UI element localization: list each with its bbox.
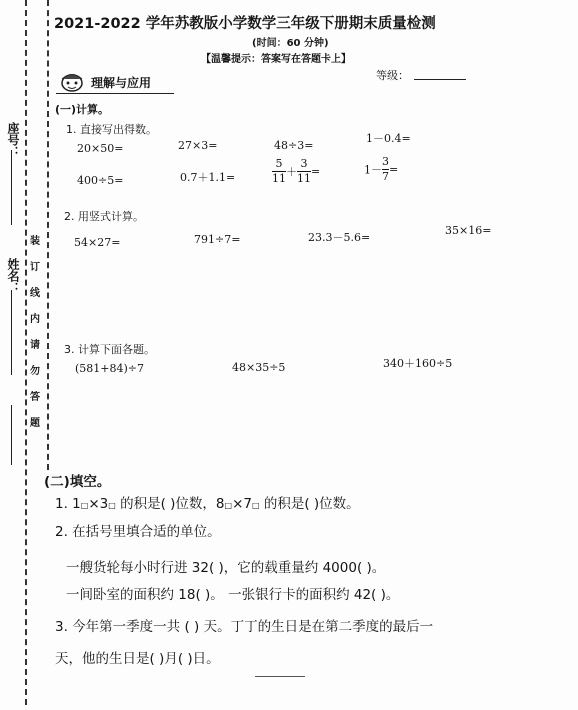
banner-underline [56, 93, 174, 94]
text: ×7 [232, 496, 252, 512]
name-label: 姓名： [6, 258, 20, 294]
q3-label: 3. 计算下面各题。 [64, 343, 155, 356]
fraction [297, 158, 311, 185]
seat-blank [11, 150, 12, 225]
p2-q1 [55, 492, 360, 512]
p2-q2-line2: 一间卧室的面积约 18( )。 一张银行卡的面积约 42( )。 [66, 587, 400, 603]
q2-item: 791÷7= [194, 233, 241, 246]
box-glyph: □ [108, 501, 116, 510]
q1-item: 0.7＋1.1= [180, 171, 236, 184]
exam-time: (时间：60 分钟) [252, 38, 329, 49]
binding-char: 题 [30, 418, 40, 429]
binding-char: 请 [30, 340, 40, 351]
binding-char: 线 [30, 288, 40, 299]
q1-item: 1－0.4= [366, 132, 411, 145]
numerator: 3 [382, 155, 389, 168]
box-glyph: □ [224, 501, 233, 510]
text: ×3 [88, 496, 109, 512]
denominator: 7 [382, 170, 389, 183]
text: 的积是( )位数，8 [120, 496, 225, 512]
p2-q3-line1: 3. 今年第一季度一共 ( ) 天。丁丁的生日是在第二季度的最后一 [55, 619, 434, 635]
prefix: 1－ [364, 163, 382, 177]
section-banner: 理解与应用 [91, 76, 152, 90]
p2-q3-line2: 天，他的生日是( )月( )日。 [55, 651, 220, 667]
fraction [272, 158, 286, 185]
q2-item: 54×27= [74, 236, 121, 249]
binding-char: 勿 [30, 366, 40, 377]
seat-label: 座号： [6, 122, 20, 158]
binding-line-inner [47, 0, 49, 470]
box-glyph: □ [251, 501, 260, 510]
p2-q2-line1: 一艘货轮每小时行进 32( )，它的载重量约 4000( )。 [66, 560, 386, 576]
denominator: 11 [272, 172, 286, 185]
exam-tip: 【温馨提示：答案写在答题卡上】 [201, 54, 351, 65]
binding-char: 答 [30, 392, 40, 403]
binding-char: 内 [30, 314, 40, 325]
q3-item: 340＋160÷5 [383, 357, 453, 370]
q3-item: 48×35÷5 [232, 361, 286, 374]
numerator: 3 [300, 157, 308, 170]
fraction [382, 156, 389, 183]
box-glyph: □ [80, 501, 89, 510]
q1-label: 1. 直接写出得数。 [66, 123, 157, 136]
q3-item: (581+84)÷7 [75, 362, 145, 375]
denominator: 11 [297, 172, 311, 185]
equals-sign: = [311, 165, 321, 178]
binding-char: 订 [30, 262, 40, 273]
bottom-rule [255, 676, 305, 677]
name-blank [11, 290, 12, 375]
q2-label: 2. 用竖式计算。 [64, 210, 144, 223]
numerator: 5 [275, 157, 283, 170]
q1-item: 27×3= [178, 139, 218, 152]
student-mascot-icon [58, 70, 86, 92]
part1-heading: (一)计算。 [55, 103, 110, 116]
q1-item: 20×50= [77, 142, 124, 155]
q2-item: 35×16= [445, 224, 492, 237]
p2-q2-label: 2. 在括号里填合适的单位。 [55, 524, 221, 540]
q1-item: 48÷3= [274, 139, 314, 152]
q2-item: 23.3－5.6= [308, 231, 371, 244]
plus-sign: ＋ [286, 165, 297, 179]
extra-blank [11, 405, 12, 465]
text: 的积是( )位数。 [263, 496, 360, 512]
q1-fraction-diff [364, 156, 398, 183]
q1-item: 400÷5= [77, 174, 124, 187]
equals-sign: = [389, 163, 399, 176]
binding-line-outer [25, 0, 27, 705]
binding-char: 装 [30, 236, 40, 247]
grade-blank [414, 79, 466, 80]
grade-label: 等级： [376, 69, 409, 82]
q1-fraction-sum [272, 158, 320, 185]
exam-title: 2021-2022 学年苏教版小学数学三年级下册期末质量检测 [54, 16, 436, 32]
part2-heading: (二)填空。 [44, 474, 111, 490]
text: 1. 1 [55, 496, 81, 512]
